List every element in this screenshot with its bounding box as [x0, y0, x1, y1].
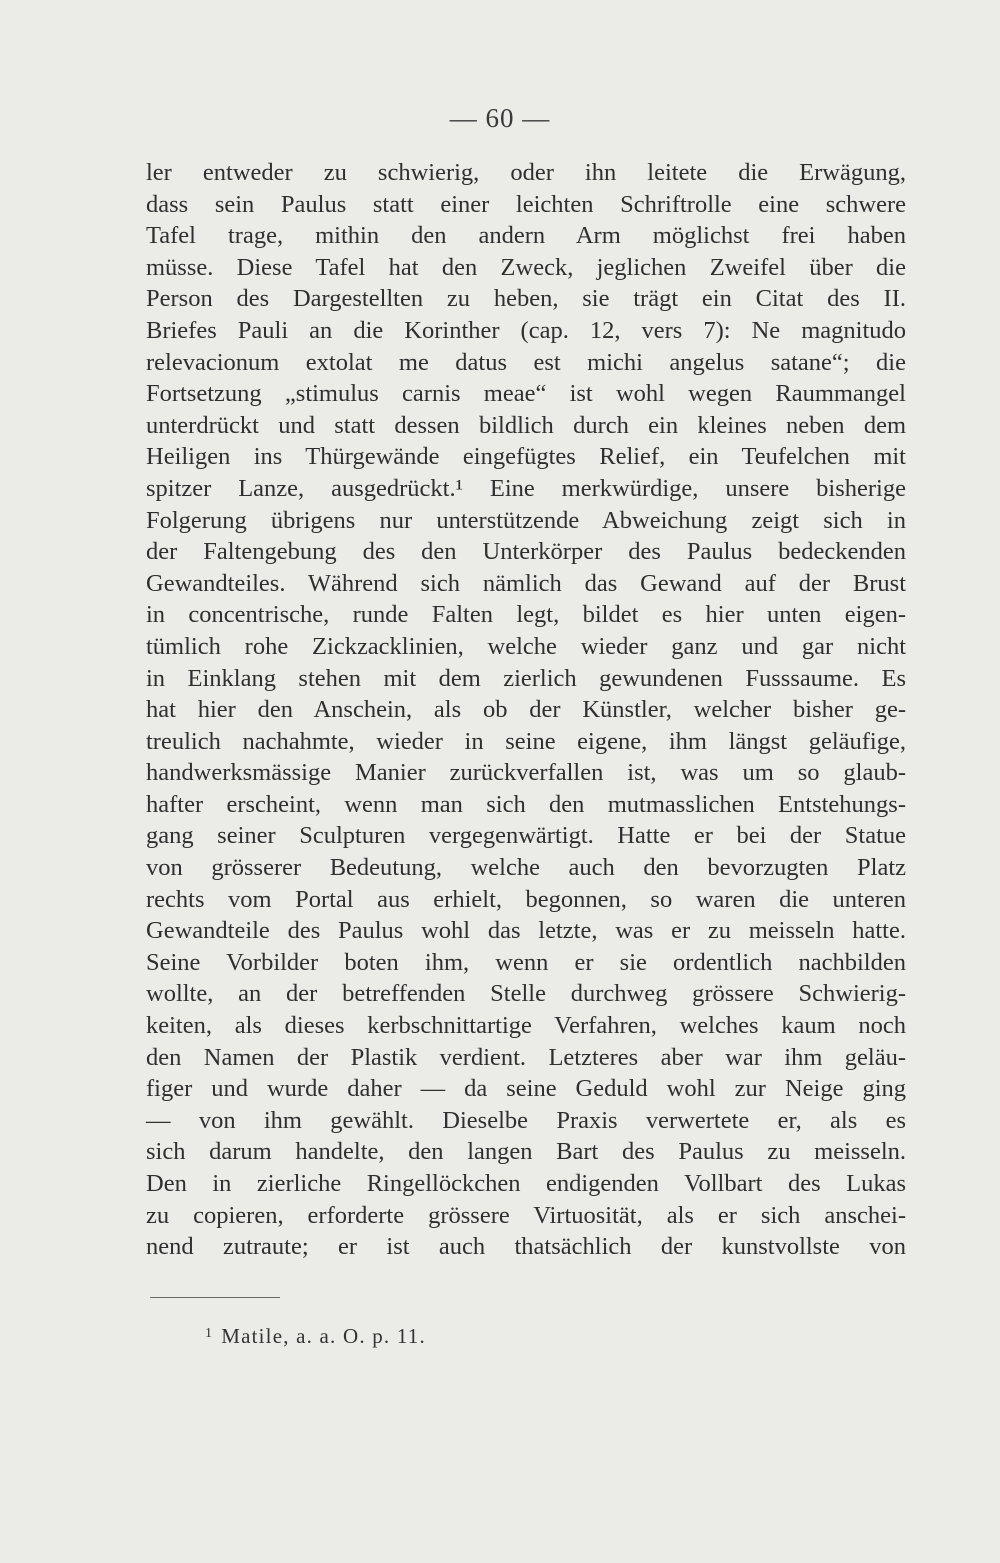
text-line: sich darum handelte, den langen Bart des Paulus zu meisseln.	[146, 1138, 906, 1166]
text-line: Folgerung übrigens nur unterstützende Abweichung zeigt sich in	[146, 506, 906, 534]
text-line: hafter erscheint, wenn man sich den mutmasslichen Entstehungs-	[146, 790, 906, 818]
text-line: nend zutraute; er ist auch thatsächlich der kunstvollste von	[146, 1233, 906, 1261]
text-line: Briefes Pauli an die Korinther (cap. 12, vers 7): Ne magnitudo	[146, 316, 906, 344]
body-text	[146, 157, 906, 1263]
text-line: handwerksmässige Manier zurückverfallen ist, was um so glaub-	[146, 759, 906, 787]
text-line: Heiligen ins Thürgewände eingefügtes Relief, ein Teufelchen mit	[146, 443, 906, 471]
text-line: dass sein Paulus statt einer leichten Schriftrolle eine schwere	[146, 190, 906, 218]
text-line: den Namen der Plastik verdient. Letzteres aber war ihm geläu-	[146, 1043, 906, 1071]
text-line: unterdrückt und statt dessen bildlich durch ein kleines neben dem	[146, 411, 906, 439]
text-line: ler entweder zu schwierig, oder ihn leitete die Erwägung,	[146, 159, 906, 186]
text-line: Gewandteile des Paulus wohl das letzte, was er zu meisseln hatte.	[146, 917, 906, 945]
text-line: treulich nachahmte, wieder in seine eigene, ihm längst geläufige,	[146, 727, 906, 755]
footnote-marker: 1	[205, 1326, 214, 1341]
footnote-text: Matile, a. a. O. p. 11.	[221, 1324, 426, 1348]
text-line: Tafel trage, mithin den andern Arm möglichst frei haben	[146, 222, 906, 250]
text-line: zu copieren, erforderte grössere Virtuosität, als er sich anschei-	[146, 1201, 906, 1229]
text-line: — von ihm gewählt. Dieselbe Praxis verwertete er, als es	[146, 1106, 906, 1134]
text-line: müsse. Diese Tafel hat den Zweck, jeglichen Zweifel über die	[146, 253, 906, 281]
text-line: Person des Dargestellten zu heben, sie trägt ein Citat des II.	[146, 285, 906, 313]
text-line: Den in zierliche Ringellöckchen endigenden Vollbart des Lukas	[146, 1170, 906, 1197]
text-line: spitzer Lanze, ausgedrückt.¹ Eine merkwürdige, unsere bisherige	[146, 474, 906, 502]
text-line: Seine Vorbilder boten ihm, wenn er sie ordentlich nachbilden	[146, 948, 906, 976]
footnote	[205, 1324, 426, 1349]
page-number: — 60 —	[449, 103, 551, 133]
text-line: der Faltengebung des den Unterkörper des Paulus bedeckenden	[146, 538, 906, 566]
text-line: gang seiner Sculpturen vergegenwärtigt. Hatte er bei der Statue	[146, 822, 906, 850]
text-line: in Einklang stehen mit dem zierlich gewundenen Fusssaume. Es	[146, 664, 906, 692]
text-line: wollte, an der betreffenden Stelle durchweg grössere Schwierig-	[146, 980, 906, 1008]
text-line: in concentrische, runde Falten legt, bildet es hier unten eigen-	[146, 601, 906, 629]
text-line: keiten, als dieses kerbschnittartige Verfahren, welches kaum noch	[146, 1012, 906, 1040]
text-line: hat hier den Anschein, als ob der Künstler, welcher bisher ge-	[146, 696, 906, 724]
text-line: Gewandteiles. Während sich nämlich das Gewand auf der Brust	[146, 569, 906, 597]
text-line: figer und wurde daher — da seine Geduld wohl zur Neige ging	[146, 1075, 906, 1103]
text-line: von grösserer Bedeutung, welche auch den bevorzugten Platz	[146, 854, 906, 882]
text-line: tümlich rohe Zickzacklinien, welche wieder ganz und gar nicht	[146, 632, 906, 660]
text-line: relevacionum extolat me datus est michi angelus satane“; die	[146, 348, 906, 376]
footnote-divider	[150, 1297, 280, 1298]
text-line: Fortsetzung „stimulus carnis meae“ ist wohl wegen Raummangel	[146, 380, 906, 408]
text-line: rechts vom Portal aus erhielt, begonnen, so waren die unteren	[146, 885, 906, 913]
